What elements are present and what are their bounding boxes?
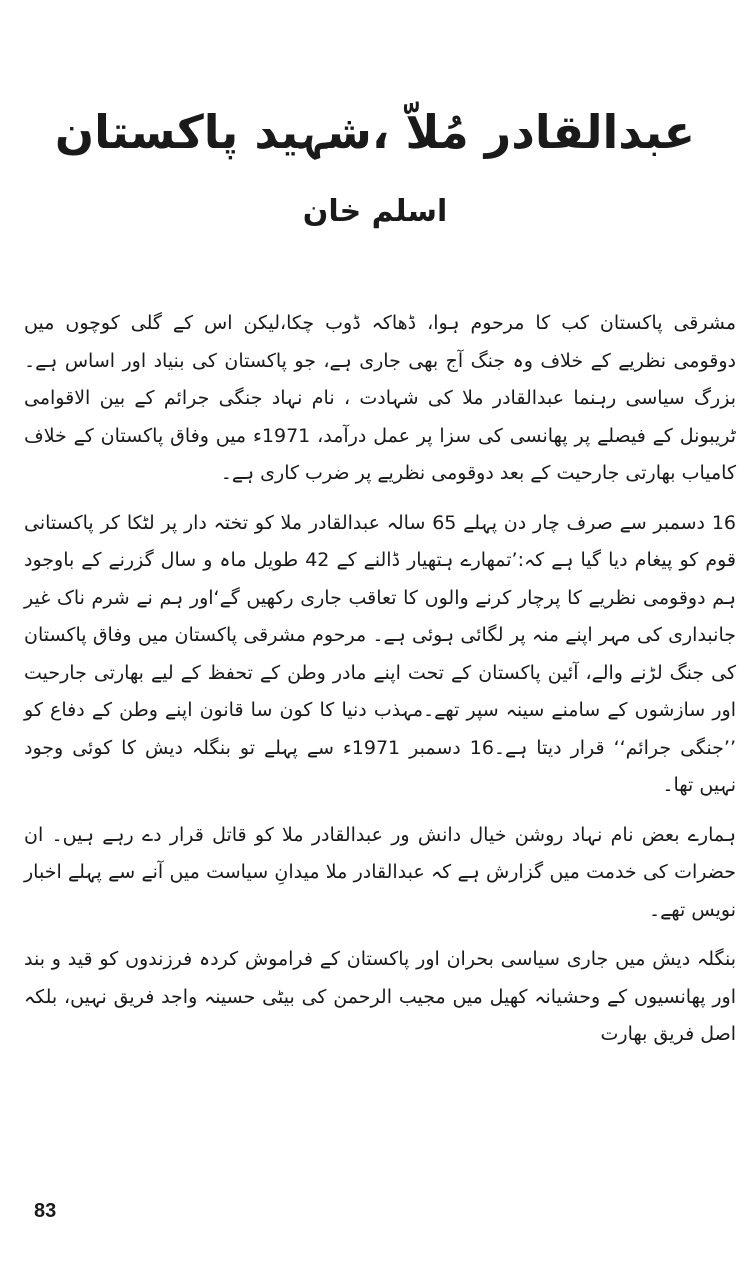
paragraph-3: ہمارے بعض نام نہاد روشن خیال دانش ور عبدالقادر ملا کو قاتل قرار دے رہے ہیں۔ ان حضرات کی خدمت میں گزارش ہے کہ عبدالقادر ملا میدانِ سیاست میں آنے سے پہلے اخبار نویس تھے۔: [24, 823, 736, 921]
paragraph-2: 16 دسمبر سے صرف چار دن پہلے 65 سالہ عبدالقادر ملا کو تختہ دار پر لٹکا کر پاکستانی قوم کو پیغام دیا گیا ہے کہ:’تمھارے ہتھیار ڈالنے کے 42 طویل ماہ و سال گزرنے کے باوجود ہم دوقومی نظریے کا پرچار کرنے والوں کا تعاقب جاری رکھیں گے‘اور ہم نے شرم ناک غیر جانبداری کی مہر اپنے منہ پر لگائی ہوئی ہے۔ مرحوم مشرقی پاکستان میں وفاق پاکستان کی جنگ لڑنے والے، آئین پاکستان کے تحت اپنے مادر وطن کے تحفظ کے لیے بھارتی جارحیت اور سازشوں کے سامنے سینہ سپر تھے۔مہذب دنیا کا کون سا قانون اپنے وطن کے دفاع کو ’’جنگی جرائم‘‘ قرار دیتا ہے۔16 دسمبر 1971ء سے پہلے تو بنگلہ دیش کا کوئی وجود نہیں تھا۔: [24, 511, 737, 796]
paragraph-1: مشرقی پاکستان کب کا مرحوم ہوا، ڈھاکہ ڈوب چکا،لیکن اس کے گلی کوچوں میں دوقومی نظریے کے خلاف وہ جنگ آج بھی جاری ہے، جو پاکستان کی بنیاد اور اساس ہے۔ بزرگ سیاسی رہنما عبدالقادر ملا کی شہادت ، نام نہاد جنگی جرائم کے بین الاقوامی ٹریبونل کے فیصلے پر پھانسی کی سزا پر عمل درآمد، 1971ء میں وفاق پاکستان کے خلاف کامیاب بھارتی جارحیت کے بعد دوقومی نظریے پر ضرب کاری ہے۔: [24, 312, 736, 484]
article-title: عبدالقادر مُلاّ ،شہید پاکستان: [54, 105, 696, 159]
article-body: [24, 305, 736, 1066]
article-author: اسلم خان: [302, 194, 448, 229]
paragraph-4: بنگلہ دیش میں جاری سیاسی بحران اور پاکستان کے فراموش کردہ فرزندوں کو قید و بند اور پھانسیوں کے وحشیانہ کھیل میں مجیب الرحمن کی بیٹی حسینہ واجد فریق نہیں، بلکہ اصل فریق بھارت: [24, 948, 736, 1045]
page-number: 83: [34, 1200, 57, 1222]
